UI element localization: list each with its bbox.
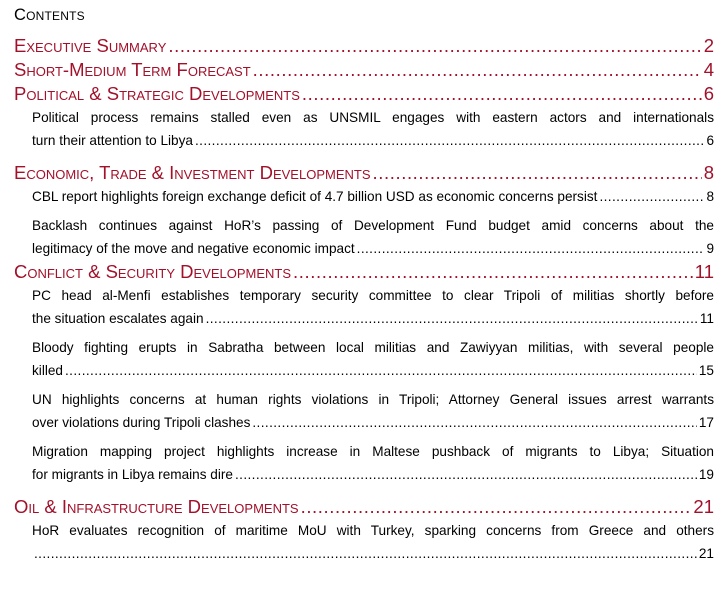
entry-line2: legitimacy of the move and negative economic impact	[32, 241, 355, 256]
dot-leader	[301, 495, 692, 519]
entry-line2: for migrants in Libya remains dire	[32, 467, 233, 482]
toc-entry-political-process[interactable]	[32, 106, 714, 152]
entry-line1: Bloody fighting erupts in Sabratha between local militias and Zawiyyan militias, with several people	[32, 340, 714, 355]
entry-page: 19	[698, 467, 714, 482]
toc-entry-cbl-report[interactable]	[32, 185, 714, 208]
entry-line1: HoR evaluates recognition of maritime MoU with Turkey, sparking concerns from Greece and others	[32, 523, 714, 538]
section-title: Conflict & Security Developments	[14, 261, 292, 282]
entry-page: 8	[706, 189, 714, 204]
dot-leader	[252, 411, 697, 434]
toc-entry-maritime-mou[interactable]	[32, 519, 714, 565]
entry-line1: Backlash continues against HoR’s passing of Development Fund budget amid concerns about the	[32, 218, 714, 233]
dot-leader	[357, 237, 705, 260]
toc-section-forecast[interactable]	[14, 58, 714, 82]
entry-text: CBL report highlights foreign exchange deficit of 4.7 billion USD as economic concerns persist	[32, 189, 598, 204]
entry-page: 15	[698, 363, 714, 378]
dot-leader	[34, 542, 697, 565]
toc-title: Contents	[14, 6, 85, 24]
toc-section-executive-summary[interactable]	[14, 34, 714, 58]
dot-leader	[302, 82, 702, 106]
toc-entry-sabratha-fighting[interactable]	[32, 336, 714, 382]
dot-leader	[235, 463, 697, 486]
dot-leader	[293, 260, 693, 284]
entry-line2: killed	[32, 363, 63, 378]
toc-entry-security-committee[interactable]	[32, 284, 714, 330]
entry-page: 21	[698, 546, 714, 561]
entry-page: 17	[698, 415, 714, 430]
entry-line1: Migration mapping project highlights increase in Maltese pushback of migrants to Libya; Situation	[32, 444, 714, 459]
entry-line1: Political process remains stalled even as UNSMIL engages with eastern actors and internationals	[32, 110, 714, 125]
section-page: 4	[703, 59, 714, 80]
section-page: 21	[693, 496, 714, 517]
toc-entry-development-fund[interactable]	[32, 214, 714, 260]
toc-section-political[interactable]	[14, 82, 714, 106]
dot-leader	[599, 185, 704, 208]
dot-leader	[253, 58, 702, 82]
section-page: 8	[703, 162, 714, 183]
section-page: 2	[703, 35, 714, 56]
dot-leader	[168, 34, 701, 58]
section-title: Oil & Infrastructure Developments	[14, 496, 299, 517]
entry-page: 6	[706, 133, 714, 148]
section-title: Political & Strategic Developments	[14, 83, 300, 104]
toc-section-economic[interactable]	[14, 161, 714, 185]
entry-line2: turn their attention to Libya	[32, 133, 193, 148]
entry-line1: UN highlights concerns at human rights violations in Tripoli; Attorney General issues arrest warrants	[32, 392, 714, 407]
toc-section-conflict[interactable]	[14, 260, 714, 284]
dot-leader	[373, 161, 702, 185]
section-title: Short-Medium Term Forecast	[14, 59, 251, 80]
section-page: 6	[703, 83, 714, 104]
dot-leader	[206, 307, 698, 330]
entry-page: 11	[699, 311, 714, 326]
section-title: Economic, Trade & Investment Developments	[14, 162, 371, 183]
dot-leader	[195, 129, 704, 152]
entry-line2: the situation escalates again	[32, 311, 204, 326]
dot-leader	[65, 359, 697, 382]
entry-line1: PC head al-Menfi establishes temporary security committee to clear Tripoli of militias shortly before	[32, 288, 714, 303]
section-page: 11	[694, 261, 714, 282]
entry-line2: over violations during Tripoli clashes	[32, 415, 251, 430]
toc-entry-migration-mapping[interactable]	[32, 440, 714, 486]
toc-section-oil[interactable]	[14, 495, 714, 519]
entry-page: 9	[706, 241, 714, 256]
toc-entry-human-rights[interactable]	[32, 388, 714, 434]
section-title: Executive Summary	[14, 35, 167, 56]
